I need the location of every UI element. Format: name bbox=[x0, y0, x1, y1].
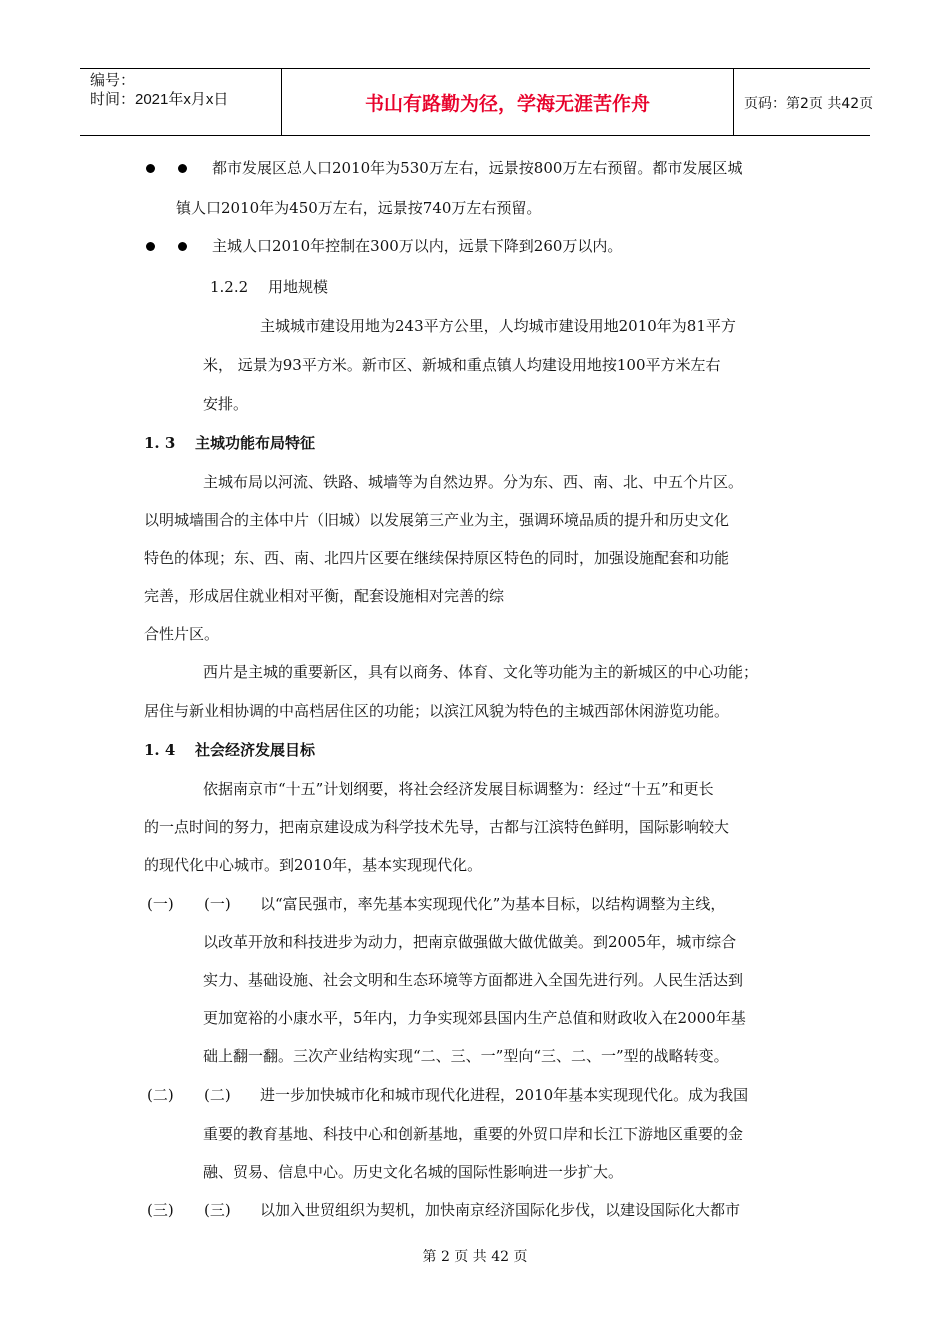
list-marker-outer: (三) bbox=[147, 1201, 174, 1219]
paragraph-line: 合性片区。 bbox=[144, 625, 220, 643]
header-motto: 书山有路勤为径，学海无涯苦作舟 bbox=[282, 69, 734, 135]
subsection-line-3: 安排。 bbox=[203, 395, 249, 413]
list-marker-outer: (二) bbox=[147, 1086, 174, 1104]
bullet-dot-icon bbox=[178, 164, 187, 173]
list-item-line: 进一步加快城市化和城市现代化进程，2010年基本实现现代化。成为我国 bbox=[260, 1086, 749, 1104]
bullet-dot-icon bbox=[178, 242, 187, 251]
page-header bbox=[80, 68, 874, 136]
paragraph-line: 以明城墙围合的主体中片（旧城）以发展第三产业为主，强调环境品质的提升和历史文化 bbox=[144, 511, 730, 529]
bullet-1-line-1: 都市发展区总人口2010年为530万左右，远景按800万左右预留。都市发展区城 bbox=[212, 159, 743, 177]
list-marker-inner: (一) bbox=[204, 895, 231, 913]
paragraph-line: 的一点时间的努力，把南京建设成为科学技术先导，古都与江滨特色鲜明，国际影响较大 bbox=[144, 818, 730, 836]
subsection-number: 1.2.2 bbox=[210, 278, 249, 296]
section-1-4-number: 1. 4 bbox=[144, 741, 176, 759]
list-item-line: 以“富民强市，率先基本实现现代化”为基本目标，以结构调整为主线， bbox=[260, 895, 726, 913]
section-1-3-title: 主城功能布局特征 bbox=[195, 434, 316, 452]
list-item-line: 更加宽裕的小康水平，5年内，力争实现郊县国内生产总值和财政收入在2000年基 bbox=[203, 1009, 746, 1027]
subsection-title: 用地规模 bbox=[268, 278, 329, 296]
bullet-dot-icon bbox=[146, 242, 155, 251]
page-footer: 第 2 页 共 42 页 bbox=[422, 1249, 528, 1265]
paragraph-line: 依据南京市“十五”计划纲要，将社会经济发展目标调整为：经过“十五”和更长 bbox=[203, 780, 714, 798]
bullet-dot-icon bbox=[146, 164, 155, 173]
list-item-line: 以加入世贸组织为契机，加快南京经济国际化步伐，以建设国际化大都市 bbox=[260, 1201, 741, 1219]
list-item-line: 以改革开放和科技进步为动力，把南京做强做大做优做美。到2005年，城市综合 bbox=[203, 933, 737, 951]
list-item-line: 础上翻一翻。三次产业结构实现“二、三、一”型向“三、二、一”型的战略转变。 bbox=[203, 1047, 729, 1065]
section-1-3-number: 1. 3 bbox=[144, 434, 176, 452]
list-marker-inner: (二) bbox=[204, 1086, 231, 1104]
bullet-2-line-1: 主城人口2010年控制在300万以内，远景下降到260万以内。 bbox=[212, 237, 623, 255]
list-marker-inner: (三) bbox=[204, 1201, 231, 1219]
paragraph-line: 特色的体现；东、西、南、北四片区要在继续保持原区特色的同时，加强设施配套和功能 bbox=[144, 549, 730, 567]
header-page-label: 页码：第2页 共42页 bbox=[744, 96, 874, 112]
section-1-4-title: 社会经济发展目标 bbox=[195, 741, 316, 759]
list-item-line: 实力、基础设施、社会文明和生态环境等方面都进入全国先进行列。人民生活达到 bbox=[203, 971, 744, 989]
subsection-line-1: 主城城市建设用地为243平方公里，人均城市建设用地2010年为81平方 bbox=[260, 317, 736, 335]
list-item-line: 重要的教育基地、科技中心和创新基地，重要的外贸口岸和长江下游地区重要的金 bbox=[203, 1125, 744, 1143]
serial-label: 编号： bbox=[90, 72, 136, 89]
paragraph-line: 完善，形成居住就业相对平衡，配套设施相对完善的综 bbox=[144, 587, 505, 605]
list-item-line: 融、贸易、信息中心。历史文化名城的国际性影响进一步扩大。 bbox=[203, 1163, 624, 1181]
time-label: 时间：2021年x月x日 bbox=[90, 91, 229, 108]
paragraph-line: 西片是主城的重要新区，具有以商务、体育、文化等功能为主的新城区的中心功能； bbox=[203, 663, 759, 681]
header-meta-cell bbox=[80, 69, 282, 135]
paragraph-line: 的现代化中心城市。到2010年，基本实现现代化。 bbox=[144, 856, 483, 874]
subsection-line-2: 米， 远景为93平方米。新市区、新城和重点镇人均建设用地按100平方米左右 bbox=[203, 356, 721, 374]
paragraph-line: 主城布局以河流、铁路、城墙等为自然边界。分为东、西、南、北、中五个片区。 bbox=[203, 473, 744, 491]
bullet-1-line-2: 镇人口2010年为450万左右，远景按740万左右预留。 bbox=[176, 199, 542, 217]
paragraph-line: 居住与新业相协调的中高档居住区的功能；以滨江风貌为特色的主城西部休闲游览功能。 bbox=[144, 702, 730, 720]
list-marker-outer: (一) bbox=[147, 895, 174, 913]
